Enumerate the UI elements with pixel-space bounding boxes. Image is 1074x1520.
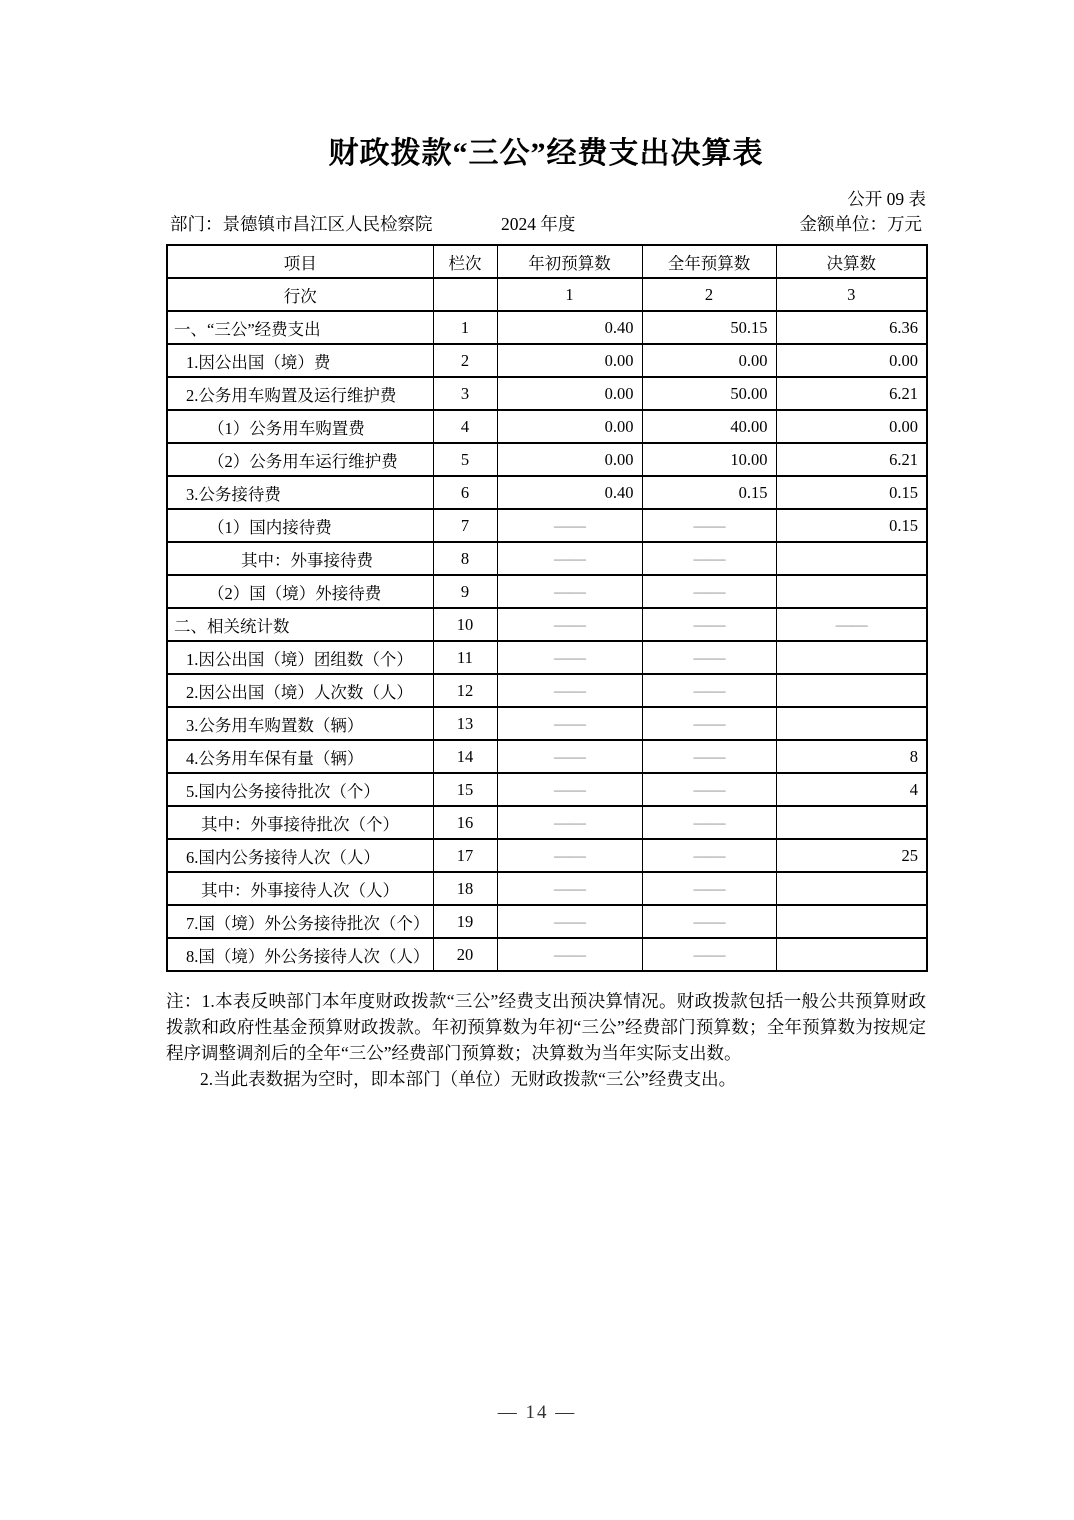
item-label: 3.公务用车购置数（辆） [167, 707, 433, 740]
value-cell: —— [642, 509, 776, 542]
value-cell: —— [497, 773, 642, 806]
value-cell: —— [497, 575, 642, 608]
value-cell: 0.00 [497, 344, 642, 377]
department-field: 部门：景德镇市昌江区人民检察院 [170, 214, 433, 234]
value-cell: —— [497, 806, 642, 839]
value-cell [776, 575, 927, 608]
value-cell: 4 [776, 773, 927, 806]
value-cell: 0.00 [497, 377, 642, 410]
item-label: 其中：外事接待批次（个） [167, 806, 433, 839]
value-cell: —— [497, 905, 642, 938]
value-cell [776, 674, 927, 707]
value-cell: 0.15 [776, 476, 927, 509]
value-cell: —— [642, 641, 776, 674]
table-row [167, 542, 927, 575]
value-cell: —— [497, 509, 642, 542]
table-row [167, 806, 927, 839]
subheader-col-3: 3 [776, 278, 927, 311]
meta-row [166, 210, 926, 238]
value-cell: —— [497, 740, 642, 773]
fiscal-year-field: 2024 年度 [501, 214, 576, 234]
line-number: 13 [433, 707, 497, 740]
table-row [167, 773, 927, 806]
col-header-item: 项目 [167, 245, 433, 278]
line-number: 5 [433, 443, 497, 476]
value-cell: 0.00 [497, 410, 642, 443]
note-2: 2.当此表数据为空时，即本部门（单位）无财政拨款“三公”经费支出。 [200, 1069, 737, 1089]
table-row [167, 344, 927, 377]
line-number: 19 [433, 905, 497, 938]
value-cell [776, 707, 927, 740]
value-cell: 0.40 [497, 311, 642, 344]
value-cell: 50.00 [642, 377, 776, 410]
value-cell: —— [642, 905, 776, 938]
line-number: 4 [433, 410, 497, 443]
value-cell: 8 [776, 740, 927, 773]
line-number: 17 [433, 839, 497, 872]
line-number: 9 [433, 575, 497, 608]
value-cell: —— [497, 839, 642, 872]
value-cell: 0.00 [642, 344, 776, 377]
item-label: 二、相关统计数 [167, 608, 433, 641]
value-cell: 50.15 [642, 311, 776, 344]
col-header-column-no: 栏次 [433, 245, 497, 278]
value-cell: —— [642, 938, 776, 971]
value-cell: —— [497, 938, 642, 971]
line-number: 10 [433, 608, 497, 641]
value-cell: —— [642, 872, 776, 905]
value-cell: 25 [776, 839, 927, 872]
value-cell: —— [642, 542, 776, 575]
table-row [167, 410, 927, 443]
table-row [167, 509, 927, 542]
value-cell: 10.00 [642, 443, 776, 476]
form-code: 公开 09 表 [847, 189, 926, 209]
amount-unit-field: 金额单位：万元 [799, 214, 922, 234]
item-label: 2.公务用车购置及运行维护费 [167, 377, 433, 410]
table-row [167, 311, 927, 344]
item-label: （2）公务用车运行维护费 [167, 443, 433, 476]
item-label: 5.国内公务接待批次（个） [167, 773, 433, 806]
value-cell: 6.21 [776, 443, 927, 476]
col-header-final-accounts: 决算数 [776, 245, 927, 278]
line-number: 12 [433, 674, 497, 707]
line-number: 1 [433, 311, 497, 344]
value-cell: 0.15 [776, 509, 927, 542]
table-row [167, 575, 927, 608]
line-number: 11 [433, 641, 497, 674]
item-label: 其中：外事接待费 [167, 542, 433, 575]
value-cell [776, 938, 927, 971]
item-label: （1）公务用车购置费 [167, 410, 433, 443]
line-number: 20 [433, 938, 497, 971]
table-row [167, 707, 927, 740]
page-title: 财政拨款“三公”经费支出决算表 [328, 137, 764, 170]
header-row [167, 245, 927, 278]
value-cell: —— [642, 839, 776, 872]
value-cell: —— [497, 707, 642, 740]
line-number: 18 [433, 872, 497, 905]
table-row [167, 608, 927, 641]
table-row [167, 476, 927, 509]
value-cell: —— [497, 542, 642, 575]
notes-section [166, 988, 926, 1092]
line-number: 2 [433, 344, 497, 377]
subheader-line-label: 行次 [167, 278, 433, 311]
table-row [167, 905, 927, 938]
value-cell: 40.00 [642, 410, 776, 443]
item-label: 8.国（境）外公务接待人次（人） [167, 938, 433, 971]
expense-report-table [166, 244, 928, 972]
value-cell: 0.00 [776, 410, 927, 443]
line-number: 16 [433, 806, 497, 839]
line-number: 14 [433, 740, 497, 773]
subheader-empty [433, 278, 497, 311]
value-cell [776, 905, 927, 938]
value-cell: 0.00 [776, 344, 927, 377]
item-label: （1）国内接待费 [167, 509, 433, 542]
line-number: 8 [433, 542, 497, 575]
value-cell: —— [642, 773, 776, 806]
table-row [167, 938, 927, 971]
item-label: 其中：外事接待人次（人） [167, 872, 433, 905]
item-label: 1.因公出国（境）团组数（个） [167, 641, 433, 674]
col-header-initial-budget: 年初预算数 [497, 245, 642, 278]
value-cell: 0.00 [497, 443, 642, 476]
table-row [167, 740, 927, 773]
table-row [167, 872, 927, 905]
subheader-row [167, 278, 927, 311]
item-label: 3.公务接待费 [167, 476, 433, 509]
document-page [166, 0, 926, 1092]
item-label: 2.因公出国（境）人次数（人） [167, 674, 433, 707]
col-header-annual-budget: 全年预算数 [642, 245, 776, 278]
note-1: 注：1.本表反映部门本年度财政拨款“三公”经费支出预决算情况。财政拨款包括一般公共预算财政拨款和政府性基金预算财政拨款。年初预算数为年初“三公”经费部门预算数；全年预算数为按规定程序调整调剂后的全年“三公”经费部门预算数；决算数为当年实际支出数。 [166, 991, 926, 1063]
value-cell: —— [776, 608, 927, 641]
value-cell: —— [642, 575, 776, 608]
table-row [167, 839, 927, 872]
item-label: 7.国（境）外公务接待批次（个） [167, 905, 433, 938]
line-number: 6 [433, 476, 497, 509]
page-number: — 14 — [497, 1402, 577, 1423]
line-number: 3 [433, 377, 497, 410]
table-header [167, 245, 927, 311]
table-row [167, 377, 927, 410]
value-cell: —— [642, 608, 776, 641]
value-cell: —— [497, 872, 642, 905]
subheader-col-2: 2 [642, 278, 776, 311]
item-label: 4.公务用车保有量（辆） [167, 740, 433, 773]
value-cell: 6.21 [776, 377, 927, 410]
value-cell [776, 542, 927, 575]
line-number: 7 [433, 509, 497, 542]
value-cell: 0.40 [497, 476, 642, 509]
subheader-col-1: 1 [497, 278, 642, 311]
item-label: 1.因公出国（境）费 [167, 344, 433, 377]
value-cell: —— [642, 674, 776, 707]
value-cell: 0.15 [642, 476, 776, 509]
table-row [167, 641, 927, 674]
value-cell [776, 806, 927, 839]
value-cell: —— [642, 740, 776, 773]
value-cell: —— [642, 707, 776, 740]
table-row [167, 443, 927, 476]
value-cell: 6.36 [776, 311, 927, 344]
table-row [167, 674, 927, 707]
value-cell: —— [497, 674, 642, 707]
value-cell [776, 641, 927, 674]
item-label: 6.国内公务接待人次（人） [167, 839, 433, 872]
value-cell [776, 872, 927, 905]
item-label: 一、“三公”经费支出 [167, 311, 433, 344]
value-cell: —— [642, 806, 776, 839]
line-number: 15 [433, 773, 497, 806]
item-label: （2）国（境）外接待费 [167, 575, 433, 608]
report-table-body [167, 311, 927, 971]
value-cell: —— [497, 608, 642, 641]
value-cell: —— [497, 641, 642, 674]
